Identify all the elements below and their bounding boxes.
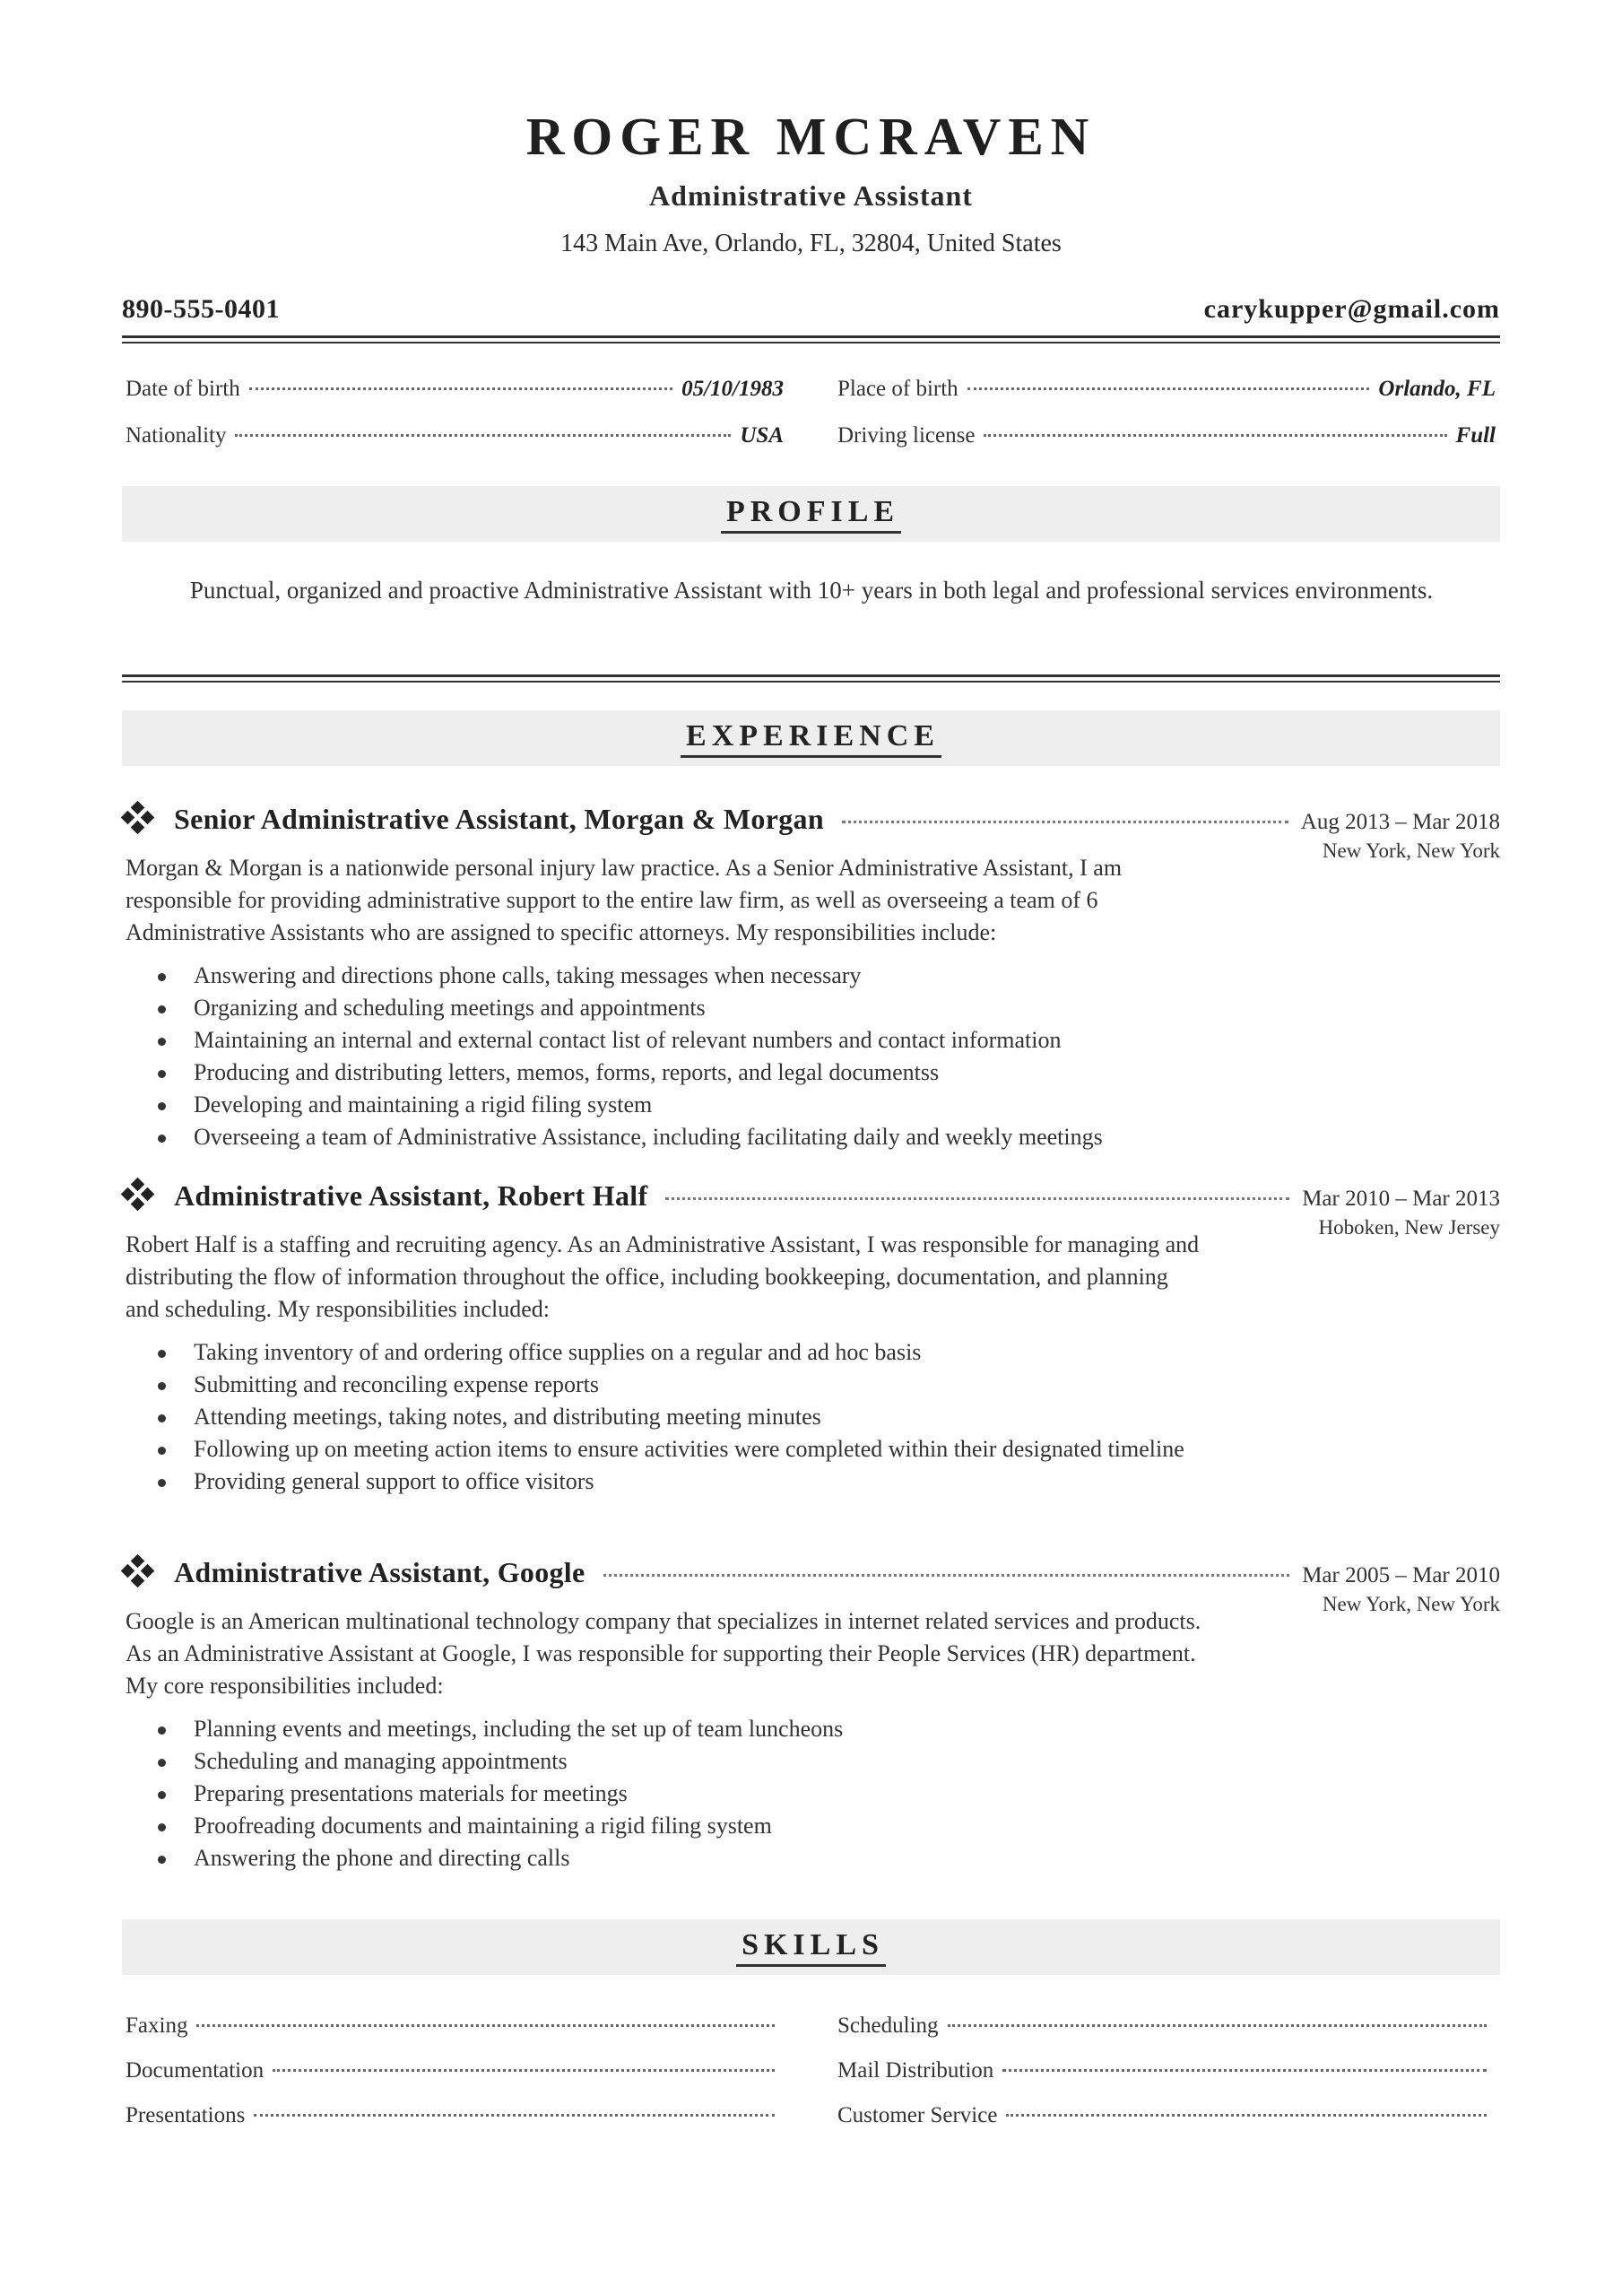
- info-value: Orlando, FL: [1378, 377, 1496, 401]
- skill-row: [126, 2058, 784, 2083]
- candidate-name: ROGER MCRAVEN: [525, 107, 1097, 166]
- diamond-bullet-icon: [122, 1555, 154, 1587]
- list-item: Organizing and scheduling meetings and appointments: [126, 992, 1201, 1024]
- info-row-place-of-birth: [837, 377, 1496, 402]
- job-description: Robert Half is a staffing and recruiting agency. As an Administrative Assistant, I was responsible for managing and distributing the flow of information throughout the office, including bookkeeping, documentation, and planning and scheduling. My responsibilities included:: [126, 1231, 1200, 1322]
- job-responsibilities: [126, 1713, 1201, 1874]
- job-dates: Mar 2010 – Mar 2013: [1302, 1187, 1500, 1211]
- phone-number: 890-555-0401: [122, 294, 280, 324]
- job-header: [122, 1550, 1500, 1589]
- list-item: Overseeing a team of Administrative Assistance, including facilitating daily and weekly meetings: [126, 1121, 1201, 1153]
- job-dates: Mar 2005 – Mar 2010: [1302, 1563, 1500, 1587]
- skill-name: Documentation: [126, 2058, 265, 2083]
- job-dates: Aug 2013 – Mar 2018: [1300, 810, 1500, 834]
- dot-leader: [273, 2069, 775, 2072]
- job-description: Google is an American multinational technology company that specializes in internet related services and products. As an Administrative Assistant at Google, I was responsible for supporting their People Services (HR) department. My core responsibilities included:: [126, 1608, 1201, 1699]
- skill-name: Mail Distribution: [837, 2058, 994, 2083]
- info-label: Nationality: [126, 423, 227, 448]
- dot-leader: [254, 2114, 775, 2117]
- profile-section-header: [122, 486, 1500, 542]
- job-title: Administrative Assistant, Google: [174, 1556, 585, 1588]
- list-item: Answering the phone and directing calls: [126, 1842, 1201, 1874]
- info-row-date-of-birth: [126, 377, 784, 402]
- skill-row: [837, 2103, 1496, 2128]
- skills-section-header: [122, 1919, 1500, 1975]
- list-item: Taking inventory of and ordering office supplies on a regular and ad hoc basis: [126, 1336, 1201, 1369]
- skill-row: [837, 2013, 1496, 2039]
- section-title: EXPERIENCE: [681, 721, 941, 758]
- dot-leader: [967, 387, 1370, 390]
- job-description: Morgan & Morgan is a nationwide personal injury law practice. As a Senior Administrative Assistant, I am responsible for providing administrative support to the entire law firm, as well as overseeing a team of 6 Administrative Assistants who are assigned to specific attorneys. My responsibilities include:: [126, 855, 1123, 945]
- profile-divider-bottom: [122, 681, 1500, 683]
- section-title: PROFILE: [721, 497, 901, 534]
- diamond-bullet-icon: [122, 1178, 154, 1211]
- job-responsibilities: [126, 1336, 1201, 1498]
- list-item: Submitting and reconciling expense reports: [126, 1369, 1201, 1401]
- job-header: [122, 796, 1500, 836]
- profile-summary: Punctual, organized and proactive Administrative Assistant with 10+ years in both legal and professional services environments.: [189, 577, 1434, 604]
- info-value: USA: [740, 423, 784, 448]
- list-item: Answering and directions phone calls, taking messages when necessary: [126, 960, 1201, 992]
- address: 143 Main Ave, Orlando, FL, 32804, United States: [560, 230, 1062, 257]
- list-item: Proofreading documents and maintaining a rigid filing system: [126, 1810, 1201, 1842]
- info-label: Driving license: [837, 423, 976, 448]
- list-item: Developing and maintaining a rigid filing system: [126, 1089, 1201, 1121]
- dot-leader: [235, 434, 731, 437]
- skill-row: [126, 2013, 784, 2039]
- list-item: Preparing presentations materials for meetings: [126, 1778, 1201, 1810]
- job-location: New York, New York: [1322, 839, 1500, 862]
- dot-leader: [948, 2024, 1488, 2027]
- info-label: Date of birth: [126, 377, 240, 401]
- skill-name: Scheduling: [837, 2013, 939, 2038]
- list-item: Attending meetings, taking notes, and distributing meeting minutes: [126, 1401, 1201, 1433]
- list-item: Maintaining an internal and external contact list of relevant numbers and contact information: [126, 1024, 1201, 1057]
- dot-leader: [1006, 2114, 1487, 2117]
- skill-name: Presentations: [126, 2103, 246, 2127]
- experience-section-header: [122, 710, 1500, 766]
- job-responsibilities: [126, 960, 1201, 1153]
- dot-leader: [249, 387, 672, 390]
- job-role: Administrative Assistant: [649, 179, 973, 212]
- profile-divider-top: [122, 674, 1500, 677]
- dot-leader: [984, 434, 1446, 437]
- list-item: Following up on meeting action items to ensure activities were completed within their designated timeline: [126, 1433, 1201, 1465]
- skill-row: [837, 2058, 1496, 2083]
- info-value: Full: [1455, 423, 1496, 448]
- job-title: Administrative Assistant, Robert Half: [174, 1179, 648, 1212]
- list-item: Scheduling and managing appointments: [126, 1745, 1201, 1778]
- info-value: 05/10/1983: [681, 377, 784, 401]
- dot-leader: [665, 1197, 1289, 1200]
- list-item: Providing general support to office visitors: [126, 1465, 1201, 1498]
- job-header: [122, 1173, 1500, 1213]
- dot-leader: [196, 2024, 775, 2027]
- dot-leader: [603, 1574, 1290, 1577]
- info-row-driving-license: [837, 423, 1496, 448]
- skill-name: Customer Service: [837, 2103, 998, 2127]
- info-row-nationality: [126, 423, 784, 448]
- header-divider-bottom: [122, 342, 1500, 344]
- list-item: Planning events and meetings, including the set up of team luncheons: [126, 1713, 1201, 1745]
- section-title: SKILLS: [736, 1930, 886, 1967]
- dot-leader: [1002, 2069, 1487, 2072]
- info-label: Place of birth: [837, 377, 958, 401]
- list-item: Producing and distributing letters, memos, forms, reports, and legal documentss: [126, 1057, 1201, 1089]
- email-address: carykupper@gmail.com: [1203, 294, 1500, 324]
- dot-leader: [842, 821, 1288, 823]
- job-location: New York, New York: [1322, 1593, 1500, 1615]
- skill-name: Faxing: [126, 2013, 188, 2038]
- header-divider-top: [122, 335, 1500, 338]
- diamond-bullet-icon: [122, 802, 154, 834]
- job-location: Hoboken, New Jersey: [1318, 1216, 1500, 1239]
- skill-row: [126, 2103, 784, 2128]
- job-title: Senior Administrative Assistant, Morgan & Morgan: [174, 803, 824, 835]
